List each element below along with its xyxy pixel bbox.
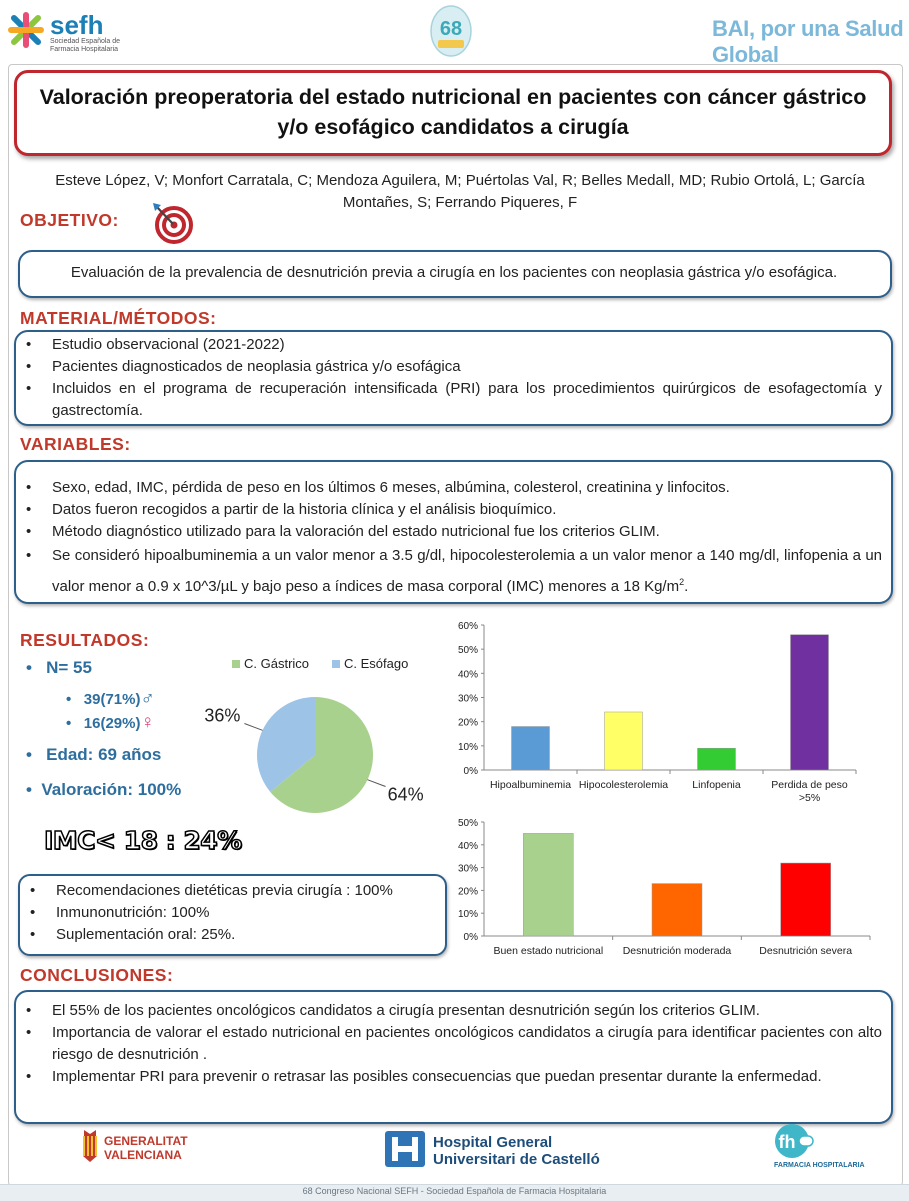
variables-list: [22, 477, 882, 600]
bar: [781, 863, 831, 936]
list-item: • Datos fueron recogidos a partir de la historia clínica y el análisis bioquímico.: [22, 499, 882, 521]
y-tick-label: 30%: [457, 693, 478, 705]
y-tick-label: 10%: [457, 909, 478, 921]
legend-label: C. Gástrico: [244, 656, 310, 671]
list-item: • Estudio observacional (2021-2022): [22, 334, 882, 356]
bar: [605, 712, 643, 770]
list-item: • Implementar PRI para prevenir o retrasar las posibles consecuencias que puedan presentar durante la enfermedad.: [22, 1066, 882, 1088]
list-item: • Se consideró hipoalbuminemia a un valor menor a 3.5 g/dl, hipocolesterolemia a un valor menor a 140 mg/dl, linfopenia a un valor menor a 0.9 x 10^3/µL y bajo peso a índices de masa corporal (IMC) menores a 18 $Kg/m^2$.: [22, 543, 882, 600]
y-tick-label: 50%: [457, 645, 478, 657]
y-tick-label: 40%: [457, 669, 478, 681]
farmacia-hospitalaria-text: FARMACIA HOSPITALARIA: [774, 1162, 865, 1169]
y-tick-label: 40%: [457, 840, 478, 852]
bar: [512, 727, 550, 771]
legend-swatch: [332, 660, 340, 668]
badge-number: 68: [439, 18, 463, 40]
x-tick-label: Perdida de peso: [771, 779, 848, 791]
list-item: • Sexo, edad, IMC, pérdida de peso en los últimos 6 meses, albúmina, colesterol, creatinina y linfocitos.: [22, 477, 882, 499]
svg-text:fh: fh: [778, 1132, 796, 1152]
pie-chart: [204, 650, 430, 815]
recommendations-list: [26, 880, 436, 946]
pie-leader-line: [367, 780, 385, 787]
conclusiones-list: [22, 1000, 882, 1088]
result-male: • 39(71%)♂: [66, 688, 155, 709]
male-icon: ♂: [140, 688, 155, 709]
list-item: • Suplementación oral: 25%.: [26, 924, 436, 946]
conclusiones-heading: CONCLUSIONES:: [20, 965, 174, 985]
list-item: • Método diagnóstico utilizado para la valoración del estado nutricional fue los criterios GLIM.: [22, 521, 882, 543]
bar-chart-deficits: [430, 615, 890, 805]
x-tick-label: Buen estado nutricional: [493, 945, 604, 957]
imc-result: IMC< 18 : 24%: [44, 826, 242, 855]
pie-value-label: 64%: [387, 784, 424, 805]
hospital-name: Hospital General Universitari de Castelló: [433, 1134, 600, 1168]
hospital-logo-icon: [384, 1130, 426, 1168]
variables-heading: VARIABLES:: [20, 434, 131, 454]
y-tick-label: 20%: [457, 717, 478, 729]
list-item: • El 55% de los pacientes oncológicos candidatos a cirugía presentan desnutrición según los criterios GLIM.: [22, 1000, 882, 1022]
x-tick-label: Desnutrición moderada: [622, 945, 732, 957]
legend-label: C. Esófago: [344, 656, 409, 671]
generalitat-crest-icon: [80, 1128, 100, 1164]
result-edad: • Edad: 69 años: [26, 745, 162, 764]
y-tick-label: 30%: [457, 863, 478, 875]
target-icon: [150, 200, 194, 244]
x-tick-label: Linfopenia: [692, 779, 741, 791]
female-icon: ♀: [140, 712, 155, 733]
bar-chart-nutritional-status: [430, 812, 890, 962]
legend-swatch: [232, 660, 240, 668]
list-item: • Incluidos en el programa de recuperación intensificada (PRI) para los procedimientos quirúrgicos de esofagectomía y gastrectomía.: [22, 378, 882, 422]
x-tick-label: Desnutrición severa: [759, 945, 853, 957]
pie-value-label: 36%: [204, 705, 241, 726]
material-heading: MATERIAL/MÉTODOS:: [20, 308, 217, 328]
result-n: • N= 55: [26, 658, 92, 677]
footer-congress-text: 68 Congreso Nacional SEFH - Sociedad Española de Farmacia Hospitalaria: [302, 1186, 607, 1196]
material-list: [22, 334, 882, 422]
y-tick-label: 50%: [457, 818, 478, 829]
bar: [652, 884, 702, 936]
result-valoracion: • Valoración: 100%: [26, 780, 182, 799]
sefh-subtitle: Sociedad Española de Farmacia Hospitalaria: [50, 38, 121, 53]
pie-leader-line: [244, 723, 262, 730]
objetivo-heading: OBJETIVO:: [20, 210, 119, 230]
list-item: • Pacientes diagnosticados de neoplasia gástrica y/o esofágica: [22, 356, 882, 378]
resultados-heading: RESULTADOS:: [20, 630, 150, 650]
y-tick-label: 0%: [463, 932, 478, 943]
farmacia-hospitalaria-logo-icon: [772, 1122, 816, 1160]
objetivo-text: Evaluación de la prevalencia de desnutrición previa a cirugía en los pacientes con neoplasia gástrica y/o esofágica.: [70, 264, 838, 281]
tagline: BAI, por una Salud Global: [712, 16, 904, 67]
bar: [698, 748, 736, 770]
bar: [523, 833, 573, 936]
sefh-logo-icon: [8, 8, 44, 52]
authors: Esteve López, V; Monfort Carratala, C; Mendoza Aguilera, M; Puértolas Val, R; Belles Medall, MD; Rubio Ortolá, L; García Montañes, S; Ferrando Piqueres, F: [55, 172, 865, 211]
y-tick-label: 20%: [457, 886, 478, 898]
list-item: • Importancia de valorar el estado nutricional en pacientes oncológicos candidatos a cirugía para identificar pacientes con alto riesgo de desnutrición .: [22, 1022, 882, 1066]
congress-badge-icon: [428, 4, 474, 58]
result-female: • 16(29%)♀: [66, 712, 155, 733]
bar: [791, 635, 829, 770]
poster-header: [0, 0, 909, 67]
x-tick-label: >5%: [798, 792, 821, 804]
poster-title: Valoración preoperatoria del estado nutricional en pacientes con cáncer gástrico y/o esofágico candidatos a cirugía: [39, 85, 867, 139]
sefh-wordmark: sefh: [50, 10, 104, 40]
generalitat-text: GENERALITAT VALENCIANA: [104, 1134, 188, 1162]
y-tick-label: 0%: [463, 766, 478, 777]
y-tick-label: 10%: [457, 741, 478, 753]
x-tick-label: Hipocolesterolemia: [578, 779, 669, 791]
list-item: • Recomendaciones dietéticas previa cirugía : 100%: [26, 880, 436, 902]
x-tick-label: Hipoalbuminemia: [489, 779, 572, 791]
list-item: • Inmunonutrición: 100%: [26, 902, 436, 924]
y-tick-label: 60%: [457, 621, 478, 632]
